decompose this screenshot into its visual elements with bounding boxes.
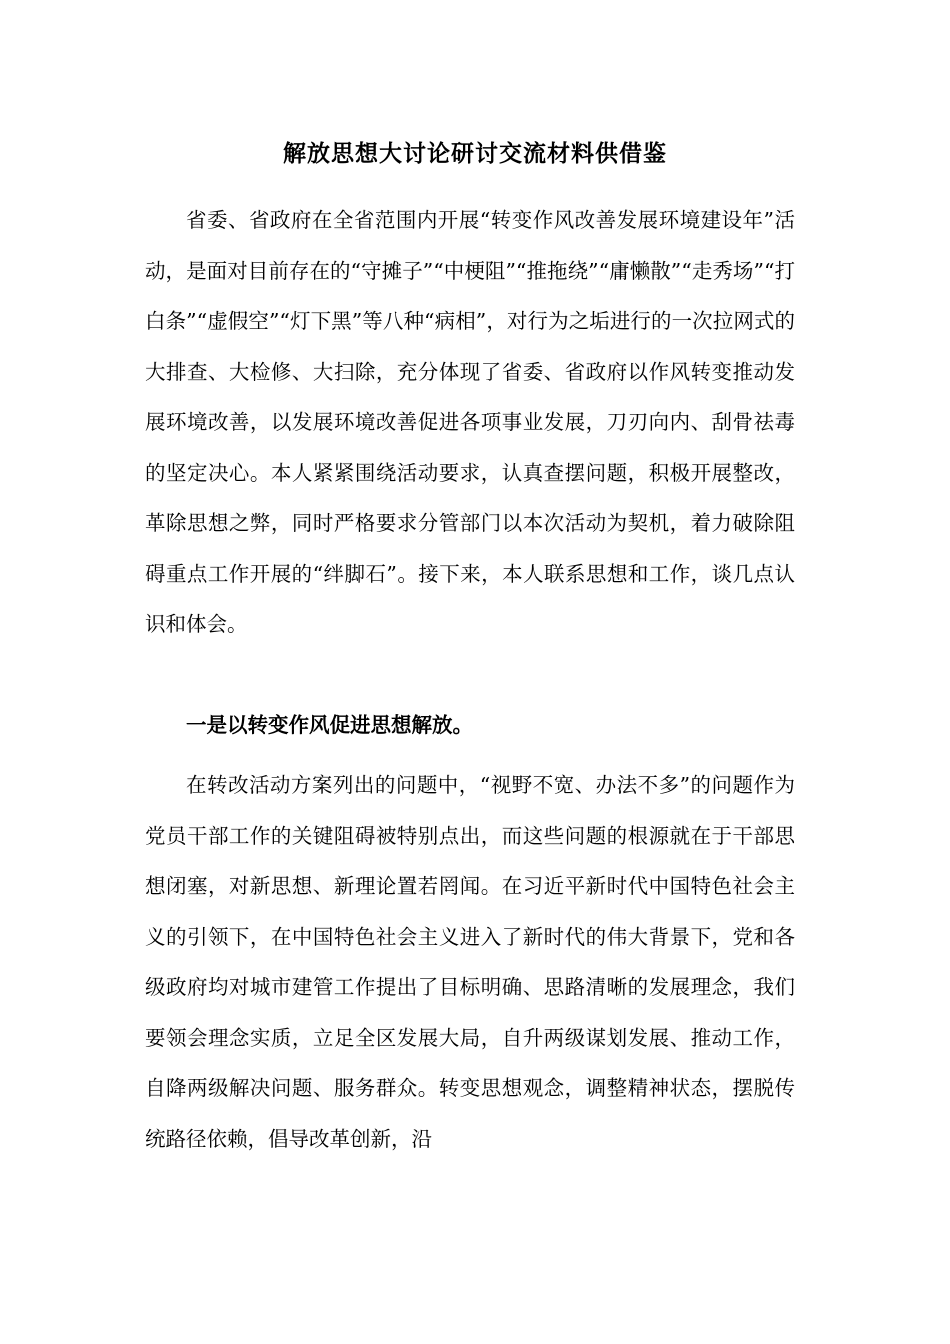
intro-block <box>145 195 795 650</box>
section-body-block <box>145 760 795 1164</box>
section-heading-block <box>145 700 795 751</box>
section-paragraph: 在转改活动方案列出的问题中，“视野不宽、办法不多”的问题作为党员干部工作的关键阻碍被特别点出，而这些问题的根源就在于干部思想闭塞，对新思想、新理论置若罔闻。在习近平新时代中国特色社会主义的引领下，在中国特色社会主义进入了新时代的伟大背景下，党和各级政府均对城市建管工作提出了目标明确、思路清晰的发展理念，我们要领会理念实质，立足全区发展大局，自升两级谋划发展、推动工作，自降两级解决问题、服务群众。转变思想观念，调整精神状态，摆脱传统路径依赖，倡导改革创新，沿 <box>145 773 795 1151</box>
section-heading: 一是以转变作风促进思想解放。 <box>186 713 473 737</box>
intro-paragraph: 省委、省政府在全省范围内开展“转变作风改善发展环境建设年”活动，是面对目前存在的“守摊子”“中梗阻”“推拖绕”“庸懒散”“走秀场”“打白条”“虚假空”“灯下黑”等八种“病相”，对行为之垢进行的一次拉网式的大排查、大检修、大扫除，充分体现了省委、省政府以作风转变推动发展环境改善，以发展环境改善促进各项事业发展，刀刃向内、刮骨祛毒的坚定决心。本人紧紧围绕活动要求，认真查摆问题，积极开展整改，革除思想之弊，同时严格要求分管部门以本次活动为契机，着力破除阻碍重点工作开展的“绊脚石”。接下来，本人联系思想和工作，谈几点认识和体会。 <box>145 208 795 636</box>
document-title: 解放思想大讨论研讨交流材料供借鉴 <box>283 140 667 167</box>
